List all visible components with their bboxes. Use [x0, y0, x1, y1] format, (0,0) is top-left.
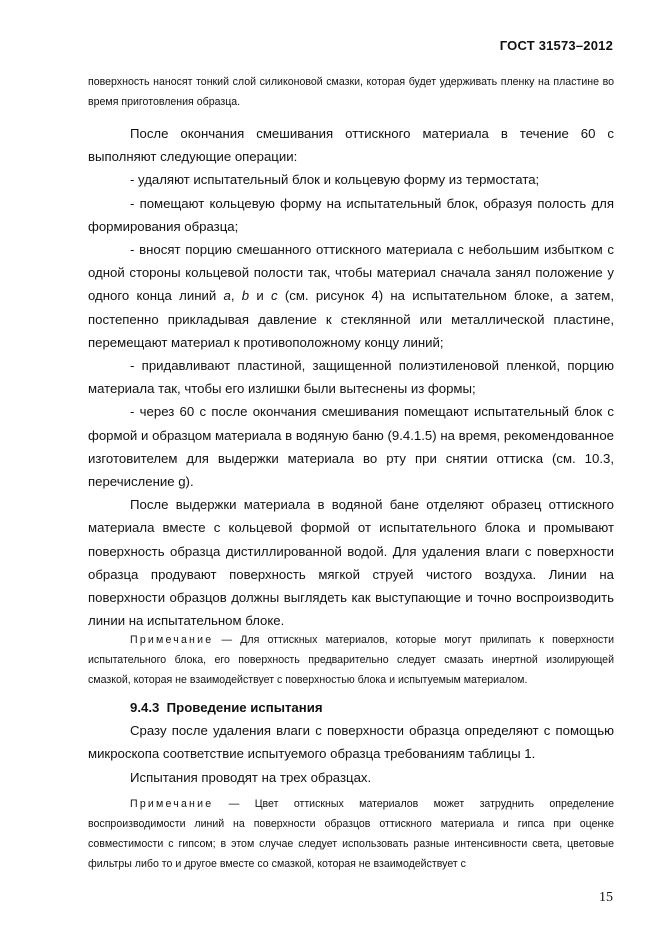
line-label-b: b: [241, 288, 250, 304]
section-number: 9.4.3: [130, 700, 160, 715]
list-item-remove-block: - удаляют испытательный блок и кольцевую форму из термостата;: [130, 172, 540, 188]
section-title: Проведение испытания: [166, 700, 323, 715]
paragraph-after-mixing: После окончания смешивания оттискного материала в течение 60 с выполняют следующие операции:: [88, 126, 614, 165]
document-code-header: ГОСТ 31573–2012: [499, 38, 613, 53]
list-item-water-bath: - через 60 с после окончания смешивания помещают испытательный блок с формой и образцом материала в водяную баню (9.4.1.5) на время, рекомендованное изготовителем для выдержки материала во рту при снятии оттиска (см. 10.3, перечисление g).: [88, 404, 614, 490]
insert-material-text-start: - вносят порцию смешанного оттискного материала с небольшим избытком с одной стороны кольцевой полости так, чтобы материал сначала занял положение у одного конца линий: [88, 242, 614, 304]
main-text-block: [88, 122, 614, 632]
note-2: [88, 794, 614, 874]
section-heading: [88, 696, 614, 719]
continued-paragraph: [88, 72, 614, 112]
note-label: Примечание: [130, 798, 214, 810]
paragraph-microscope: Сразу после удаления влаги с поверхности образца определяют с помощью микроскопа соответствие испытуемого образца требованиям таблицы 1.: [88, 723, 614, 762]
line-label-a: a: [223, 288, 231, 304]
paragraph-after-bath: После выдержки материала в водяной бане отделяют образец оттискного материала вместе с кольцевой формой от испытательного блока и промывают поверхность образца дистиллированной водой. Для удаления влаги с поверхности образца продувают поверхность мягкой струей чистого воздуха. Линии на поверхности образцов должны выглядеть как выступающие и точно воспроизводить линии на испытательном блоке.: [88, 497, 614, 629]
section-9-4-3: [88, 696, 614, 789]
paragraph-silicone-grease: поверхность наносят тонкий слой силиконовой смазки, которая будет удерживать пленку на пластине во время приготовления образца.: [88, 76, 614, 108]
note-label: Примечание: [130, 634, 214, 646]
paragraph-three-samples: Испытания проводят на трех образцах.: [130, 769, 372, 785]
list-item-press-plate: - придавливают пластиной, защищенной полиэтиленовой пленкой, порцию материала так, чтобы его излишки были вытеснены из формы;: [88, 358, 614, 397]
note-text: — Цвет оттискных материалов может затруднить определение воспроизводимости линий на поверхности образцов оттискного материала и гипса при оценке совместимости с гипсом; в этом случае следует использовать разные интенсивности света, цветовые фильтры либо то и другое вместе со смазкой, которая не взаимодействует с: [88, 798, 614, 870]
separator-comma: ,: [230, 288, 242, 304]
line-label-c: c: [271, 288, 278, 304]
insert-material-text-end: (см. рисунок 4) на испытательном блоке, а затем, постепенно прикладывая давление к стеклянной или металлической пластине, перемещают материал к противоположному концу линий;: [88, 288, 615, 350]
list-item-insert-material: [88, 238, 614, 354]
list-item-place-ring: - помещают кольцевую форму на испытательный блок, образуя полость для формирования образца;: [88, 195, 614, 234]
note-text: — Для оттискных материалов, которые могут прилипать к поверхности испытательного блока, его поверхность предварительно следует смазать инертной изолирующей смазкой, которая не взаимодействует с поверхностью блока и испытуемым материалом.: [88, 634, 614, 686]
note-1: [88, 630, 614, 690]
page-number: 15: [599, 890, 613, 905]
separator-and: и: [249, 288, 272, 304]
